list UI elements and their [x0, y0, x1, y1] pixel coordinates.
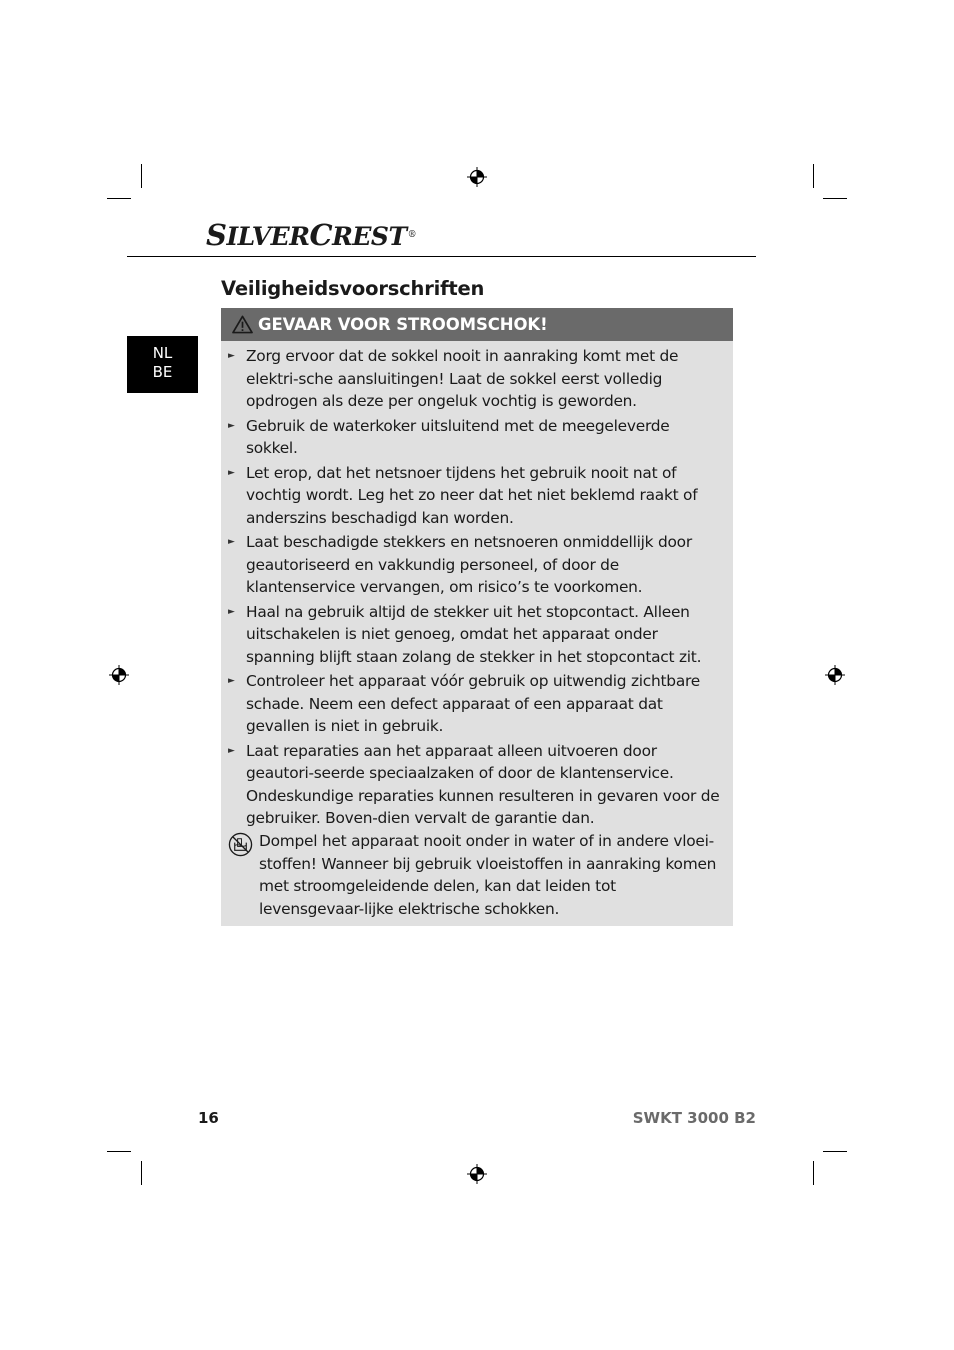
- crop-mark-top-right-h: [823, 198, 847, 199]
- brand-logo: [206, 220, 416, 252]
- logo-initial: C: [309, 218, 333, 252]
- list-item-text: Zorg ervoor dat de sokkel nooit in aanraking komt met de elektri-sche aansluitingen! Laat de sokkel eerst volledig opdrogen als deze per ongeluk vochtig is geworden.: [246, 347, 679, 410]
- list-item-text: Laat beschadigde stekkers en netsnoeren onmiddellijk door geautoriseerd en vakkundig personeel, of door de klantenservice vervangen, om risico’s te voorkomen.: [246, 533, 692, 596]
- trademark-symbol: ®: [407, 230, 417, 240]
- registration-mark-icon: [109, 665, 129, 685]
- language-tab: [127, 336, 198, 393]
- list-item: [228, 462, 725, 530]
- registration-mark-icon: [825, 665, 845, 685]
- crop-mark-top-left-h: [107, 198, 131, 199]
- arrow-bullet-icon: ►: [228, 420, 235, 431]
- warning-triangle-icon: [232, 315, 253, 334]
- crop-mark-bottom-right-v: [813, 1161, 814, 1185]
- immersion-note: [228, 830, 720, 920]
- list-item-text: Gebruik de waterkoker uitsluitend met de meegeleverde sokkel.: [246, 416, 670, 457]
- list-item: [228, 345, 725, 413]
- header-rule: [127, 256, 756, 257]
- list-item: [228, 531, 725, 599]
- crop-mark-bottom-left-v: [141, 1161, 142, 1185]
- registration-mark-icon: [467, 167, 487, 187]
- section-title: Veiligheidsvoorschriften: [221, 277, 485, 300]
- arrow-bullet-icon: ►: [228, 537, 235, 547]
- crop-mark-top-right-v: [813, 164, 814, 188]
- model-number: SWKT 3000 B2: [632, 1109, 756, 1127]
- arrow-bullet-icon: ►: [228, 606, 235, 617]
- logo-initial: S: [206, 218, 227, 252]
- safety-list: [221, 341, 733, 830]
- crop-mark-bottom-right-h: [823, 1151, 847, 1152]
- page-number: 16: [198, 1109, 219, 1127]
- do-not-immerse-icon: [228, 832, 253, 857]
- warning-box: [221, 308, 733, 926]
- crop-mark-top-left-v: [141, 164, 142, 188]
- logo-text: ILVER: [226, 222, 310, 251]
- list-item: [228, 670, 725, 738]
- list-item-text: Laat reparaties aan het apparaat alleen uitvoeren door geautori-seerde speciaalzaken of door de klantenservice. Ondeskundige reparaties kunnen resulteren in gevaren voor de gebruiker. Boven-dien vervalt de garantie dan.: [246, 741, 720, 827]
- list-item-text: Controleer het apparaat vóór gebruik op uitwendig zichtbare schade. Neem een defect apparaat of een apparaat dat gevallen is niet in gebruik.: [246, 672, 700, 735]
- list-item: [228, 601, 725, 669]
- registration-mark-icon: [467, 1164, 487, 1184]
- list-item-text: Let erop, dat het netsnoer tijdens het gebruik nooit nat of vochtig wordt. Leg het zo neer dat het niet beklemd raakt of anderszins beschadigd kan worden.: [246, 463, 698, 527]
- warning-header: [221, 308, 733, 341]
- crop-mark-bottom-left-h: [107, 1151, 131, 1152]
- warning-title: GEVAAR VOOR STROOMSCHOK!: [258, 315, 548, 334]
- arrow-bullet-icon: ►: [228, 676, 235, 686]
- list-item-text: Haal na gebruik altijd de stekker uit het stopcontact. Alleen uitschakelen is niet genoeg, omdat het apparaat onder spanning blijft staan zolang de stekker in het stopcontact zit.: [246, 602, 702, 666]
- logo-text: REST: [332, 222, 407, 251]
- arrow-bullet-icon: ►: [228, 351, 235, 361]
- list-item: [228, 415, 725, 460]
- list-item: [228, 740, 725, 830]
- arrow-bullet-icon: ►: [228, 467, 235, 478]
- arrow-bullet-icon: ►: [228, 745, 235, 756]
- note-text: Dompel het apparaat nooit onder in water of in andere vloei-stoffen! Wanneer bij gebruik vloeistoffen in aanraking komen met stroomgeleidende delen, kan dat leiden tot levensgevaar-lijke elektrische schokken.: [259, 832, 717, 918]
- language-code: BE: [152, 363, 173, 381]
- language-code: NL: [152, 344, 173, 362]
